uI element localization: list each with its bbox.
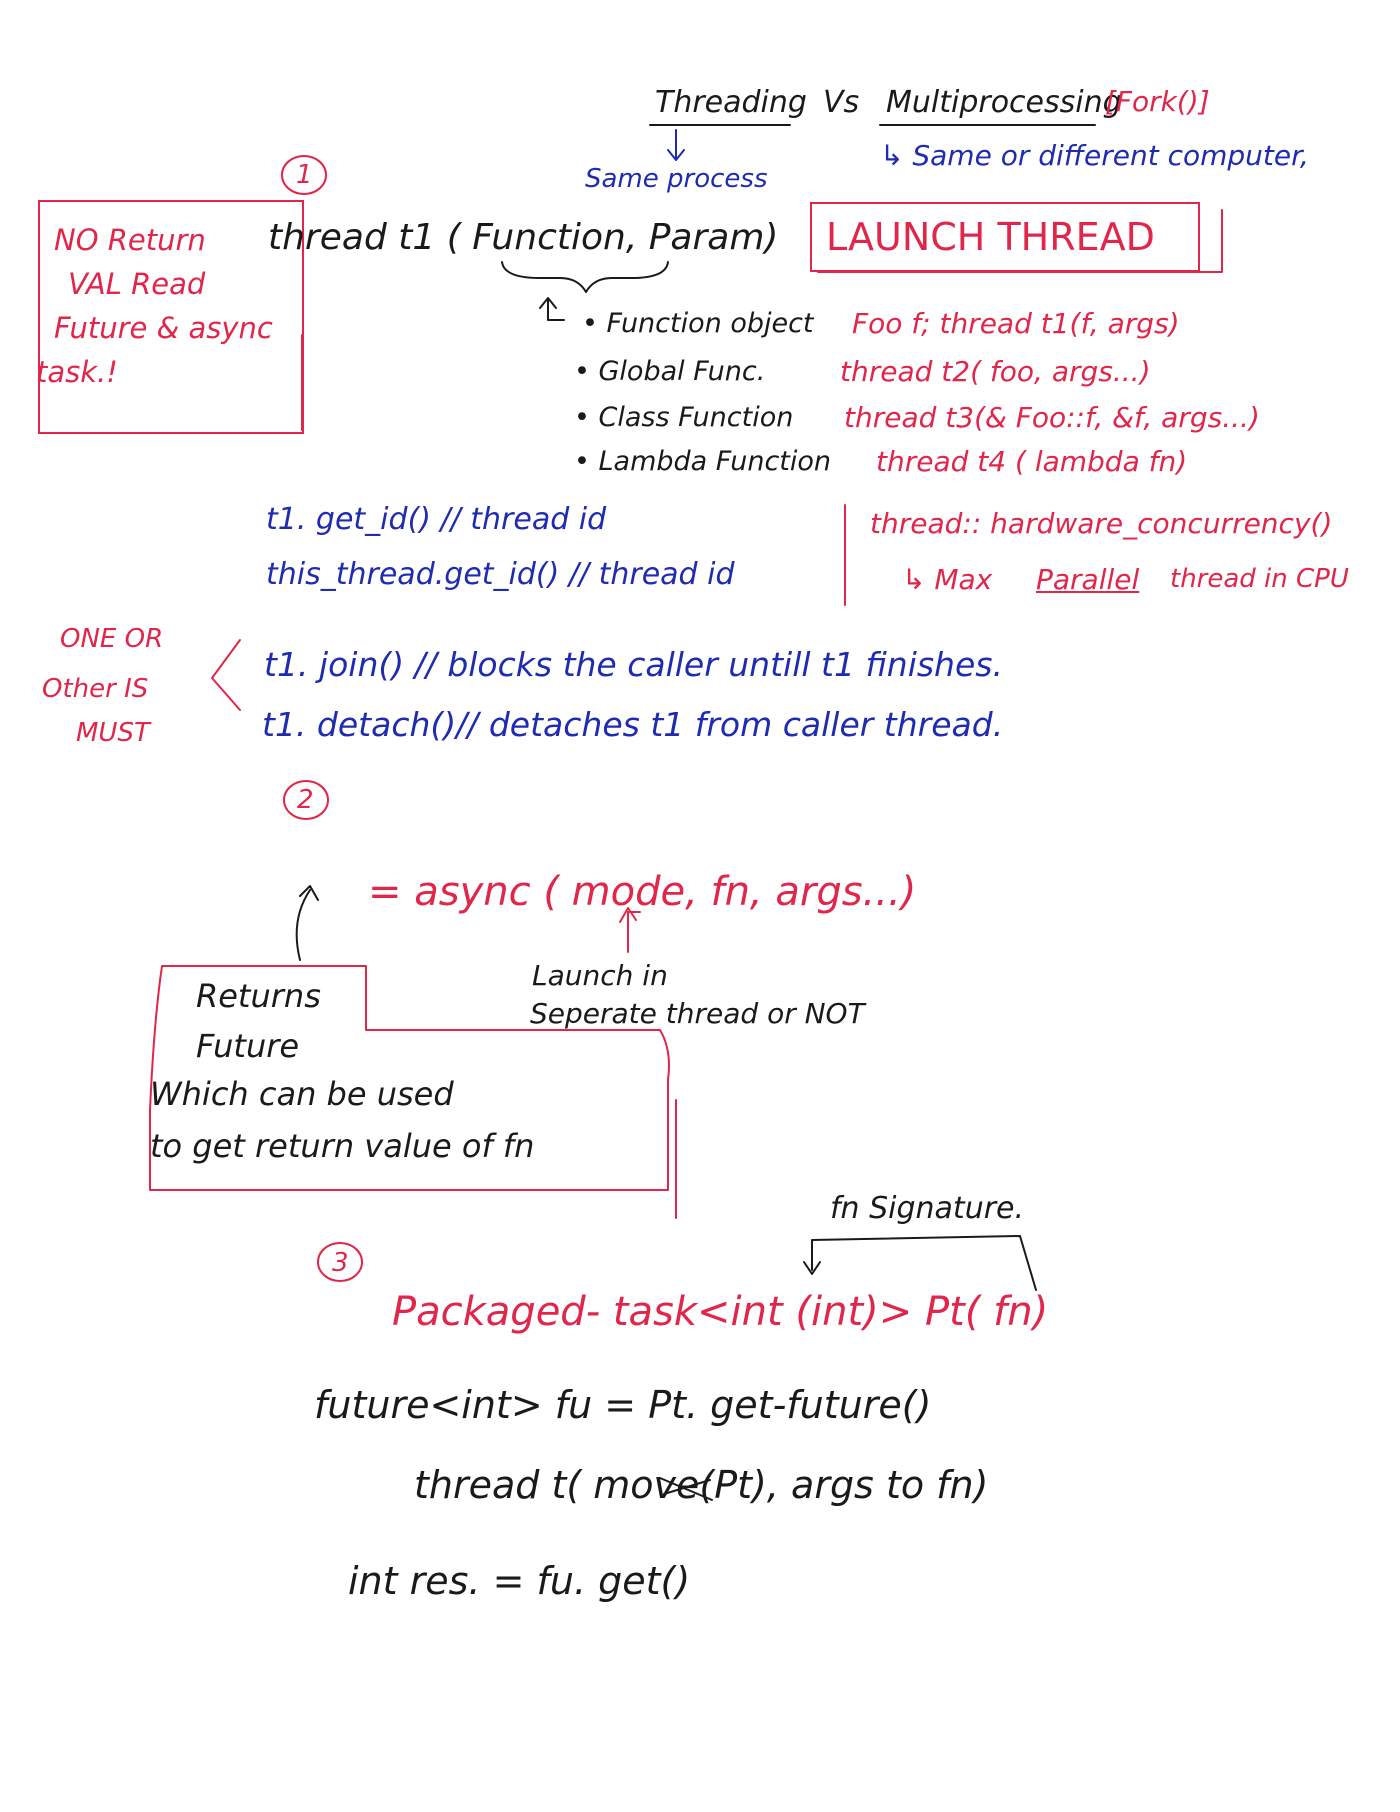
future-line: future<int> fu = Pt. get-future()	[314, 1383, 932, 1427]
returns-note-line: Future	[196, 1027, 300, 1065]
join-line: t1. join() // blocks the caller untill t1 finishes.	[264, 645, 1003, 684]
note-line: VAL Read	[68, 267, 206, 301]
same-or-different-label: ↳ Same or different computer,	[880, 139, 1309, 172]
launch-in-line: Launch in	[532, 959, 668, 992]
launch-in-line: Seperate thread or NOT	[530, 997, 865, 1030]
must-note-line: MUST	[76, 718, 150, 748]
thread-line: thread t( move(Pt), args to fn)	[414, 1463, 989, 1507]
hardware-concurrency: thread:: hardware_concurrency()	[870, 507, 1333, 540]
this-thread-get-id-line: this_thread.get_id() // thread id	[266, 557, 735, 592]
option-label: • Lambda Function	[574, 446, 832, 477]
option-label: • Class Function	[574, 402, 794, 433]
section-number-3: 3	[332, 1248, 349, 1278]
max-suffix: thread in CPU	[1170, 564, 1349, 594]
section-number-2: 2	[297, 785, 314, 815]
launch-thread-label: LAUNCH THREAD	[826, 215, 1155, 259]
res-line: int res. = fu. get()	[348, 1559, 691, 1603]
same-process-label: Same process	[585, 164, 768, 194]
title-vs: Vs	[823, 85, 860, 120]
note-line: NO Return	[54, 223, 206, 257]
returns-note-line: to get return value of fn	[150, 1127, 535, 1165]
title-threading: Threading	[655, 85, 807, 120]
option-label: • Function object	[582, 308, 814, 339]
option-example: Foo f; thread t1(f, args)	[852, 307, 1180, 340]
title-multiprocessing: Multiprocessing	[886, 85, 1122, 120]
signature-label: fn Signature.	[830, 1191, 1025, 1226]
option-example: thread t2( foo, args...)	[840, 355, 1151, 388]
option-label: • Global Func.	[574, 356, 766, 387]
packaged-task-line: Packaged- task<int (int)> Pt( fn)	[392, 1289, 1049, 1335]
option-example: thread t4 ( lambda fn)	[876, 445, 1188, 478]
note-line: Future & async	[54, 311, 273, 345]
returns-note-line: Returns	[196, 977, 321, 1015]
returns-note-line: Which can be used	[150, 1075, 454, 1113]
detach-line: t1. detach()// detaches t1 from caller thread.	[262, 705, 1004, 744]
note-line: task.!	[36, 355, 118, 389]
max-parallel: Parallel	[1036, 563, 1140, 596]
section-number-1: 1	[296, 160, 313, 190]
must-note-line: Other IS	[42, 674, 149, 704]
async-line: = async ( mode, fn, args...)	[368, 869, 917, 915]
max-prefix: ↳ Max	[902, 563, 993, 596]
must-note-line: ONE OR	[60, 624, 164, 654]
get-id-line: t1. get_id() // thread id	[266, 502, 607, 537]
thread-declaration: thread t1 ( Function, Param)	[268, 217, 779, 258]
fork-label: [Fork()]	[1105, 85, 1210, 118]
option-example: thread t3(& Foo::f, &f, args...)	[844, 401, 1260, 434]
